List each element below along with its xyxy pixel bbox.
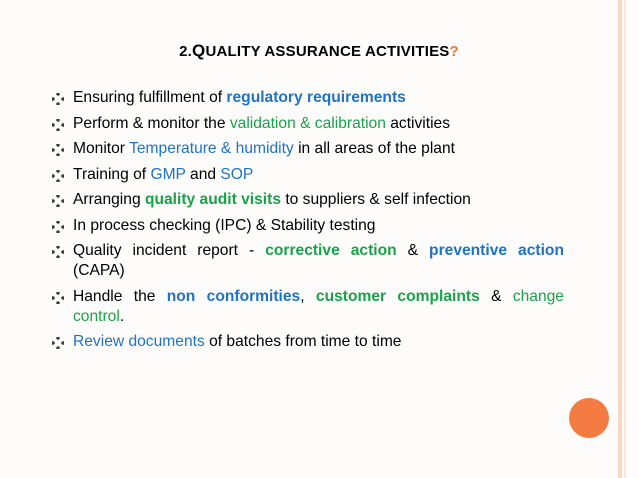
bullet-text: regulatory requirements (226, 89, 406, 106)
bullet-text: SOP (220, 165, 254, 183)
four-diamond-icon (52, 195, 64, 207)
four-diamond-icon (52, 119, 64, 131)
bullet-text: corrective action (265, 242, 397, 259)
bullet-item (52, 287, 564, 327)
bullet-text: Temperature & humidity (129, 140, 294, 157)
bullet-item (52, 114, 564, 134)
bullet-item (52, 139, 564, 159)
bullet-text: GMP (150, 165, 186, 183)
four-diamond-icon (52, 93, 64, 105)
bullet-item (52, 190, 564, 210)
title-prefix: 2. (179, 43, 193, 60)
bullet-text: & (479, 287, 513, 305)
bullet-text: validation & calibration (229, 114, 386, 132)
four-diamond-icon (52, 170, 64, 182)
bullet-text: Quality incident report - (73, 242, 266, 259)
four-diamond-icon (52, 337, 64, 349)
bullet-text: Perform & monitor the (73, 114, 230, 132)
bullet-text: Training of (73, 165, 151, 183)
bullet-item (52, 332, 564, 352)
bullet-text: in all areas of the plant (293, 140, 455, 157)
bullet-text: change control (73, 287, 564, 325)
decorative-circle (569, 398, 609, 438)
bullet-text: Monitor (73, 140, 130, 157)
bullet-text: Review documents (73, 333, 205, 350)
bullet-text: Arranging (73, 191, 145, 208)
bullet-text: & (396, 242, 430, 259)
bullet-text: . (119, 307, 125, 325)
bullet-text: to suppliers & self infection (281, 191, 471, 208)
bullet-text: preventive action (429, 242, 564, 259)
bullet-text: customer complaints (315, 287, 480, 305)
bullet-text: non conformities (166, 287, 301, 305)
title-mark: ? (449, 43, 459, 60)
four-diamond-icon (52, 221, 64, 233)
bullet-item (52, 88, 564, 108)
slide-edge-bar-light (624, 0, 626, 478)
bullet-item (52, 216, 564, 236)
four-diamond-icon (52, 292, 64, 304)
bullet-text: quality audit visits (144, 191, 281, 208)
bullet-text: Ensuring fulfillment of (73, 89, 227, 106)
slide-title (0, 41, 638, 61)
bullet-text: activities (385, 114, 451, 132)
title-text: UALITY ASSURANCE ACTIVITIES (205, 43, 450, 60)
bullet-text: In process checking (IPC) & Stability testing (73, 216, 376, 234)
bullet-text: and (185, 165, 221, 183)
title-first-letter: Q (192, 41, 206, 60)
four-diamond-icon (52, 144, 64, 156)
bullet-text: of batches from time to time (204, 333, 402, 350)
slide-edge-bar (618, 0, 622, 478)
bullet-text: (CAPA) (73, 262, 125, 279)
bullet-item (52, 165, 564, 185)
bullet-text: , (300, 287, 316, 305)
four-diamond-icon (52, 246, 64, 258)
bullet-list (52, 88, 564, 358)
bullet-text: Handle the (73, 287, 167, 305)
bullet-item (52, 241, 564, 281)
